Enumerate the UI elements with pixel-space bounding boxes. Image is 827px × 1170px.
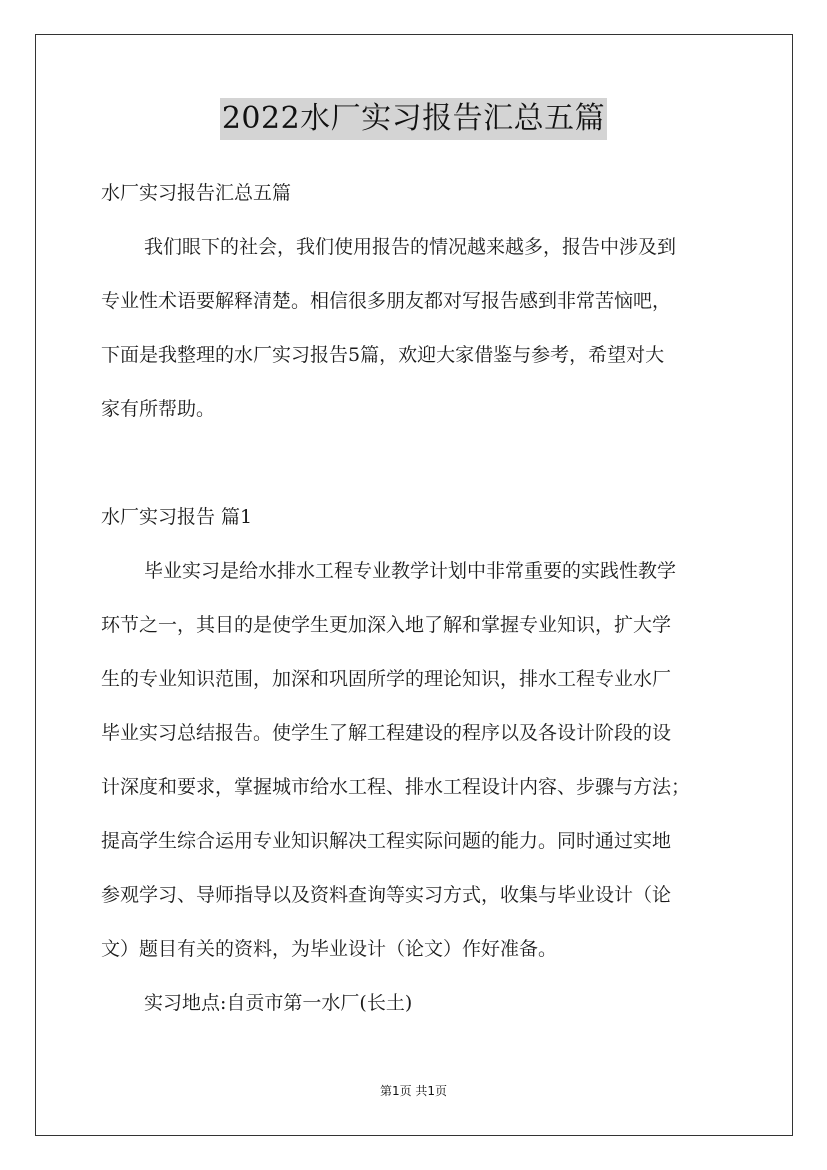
intro-line: 家有所帮助。: [101, 398, 216, 420]
section-line: 毕业实习总结报告。使学生了解工程建设的程序以及各设计阶段的设: [101, 722, 672, 744]
section-line: 文）题目有关的资料，为毕业设计（论文）作好准备。: [101, 938, 558, 960]
section-line: 计深度和要求，掌握城市给水工程、排水工程设计内容、步骤与方法；: [101, 776, 691, 798]
page-number: 第1页 共1页: [379, 1084, 448, 1098]
section-heading: 水厂实习报告 篇1: [101, 506, 253, 528]
section-line: 提高学生综合运用专业知识解决工程实际问题的能力。同时通过实地: [101, 830, 672, 852]
intro-line: 专业性术语要解释清楚。相信很多朋友都对写报告感到非常苦恼吧，: [101, 290, 672, 312]
section-line: 毕业实习是给水排水工程专业教学计划中非常重要的实践性教学: [144, 560, 677, 582]
document-title: 2022水厂实习报告汇总五篇: [220, 98, 607, 140]
intro-line: 我们眼下的社会，我们使用报告的情况越来越多，报告中涉及到: [144, 236, 677, 258]
page-footer: [0, 1081, 827, 1101]
section-line: 生的专业知识范围，加深和巩固所学的理论知识，排水工程专业水厂: [101, 668, 672, 690]
document-subtitle: 水厂实习报告汇总五篇: [101, 182, 292, 204]
title-block: [0, 98, 827, 140]
section-line: 环节之一，其目的是使学生更加深入地了解和掌握专业知识，扩大学: [101, 614, 672, 636]
location-line: 实习地点:自贡市第一水厂(长土): [144, 992, 413, 1014]
intro-line: 下面是我整理的水厂实习报告5篇，欢迎大家借鉴与参考，希望对大: [101, 344, 665, 366]
section-line: 参观学习、导师指导以及资料查询等实习方式，收集与毕业设计（论: [101, 884, 672, 906]
document-body: [101, 166, 741, 1030]
paragraph-gap: [101, 436, 741, 490]
